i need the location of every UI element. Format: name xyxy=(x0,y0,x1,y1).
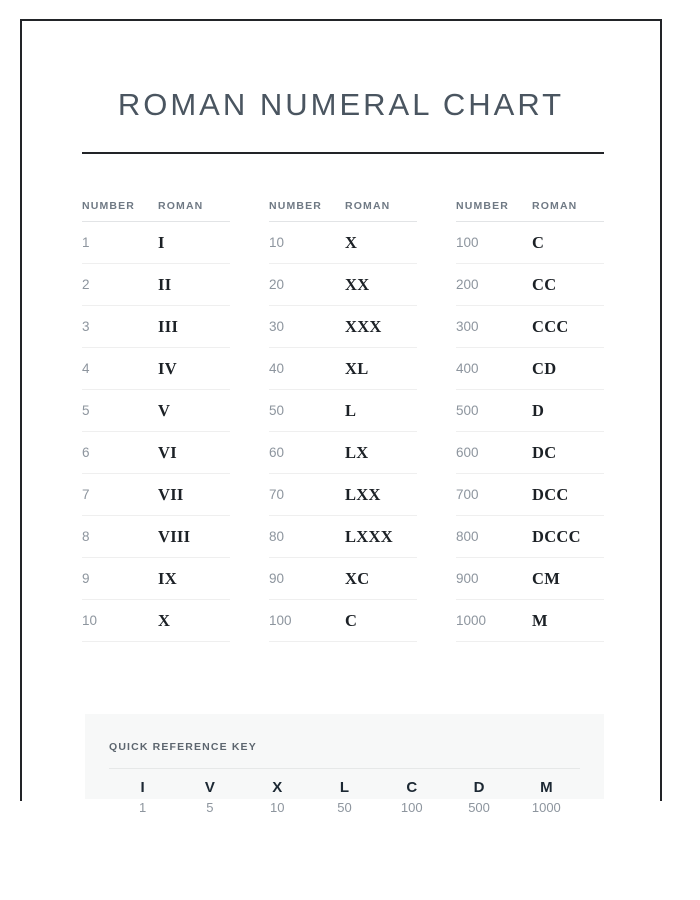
table-row xyxy=(456,432,604,474)
cell-number: 300 xyxy=(456,319,479,334)
table-row xyxy=(456,558,604,600)
table-row xyxy=(456,516,604,558)
column-header-roman: ROMAN xyxy=(345,200,391,212)
cell-number: 5 xyxy=(82,403,90,418)
cell-roman: CD xyxy=(532,358,557,378)
quick-reference-divider xyxy=(109,768,580,769)
cell-roman: DC xyxy=(532,442,557,462)
numeral-table-hundreds xyxy=(456,200,604,642)
column-header-number: NUMBER xyxy=(456,200,509,212)
cell-roman: L xyxy=(345,400,357,420)
cell-roman: XXX xyxy=(345,316,382,336)
table-row xyxy=(82,390,230,432)
quick-reference-symbol: C xyxy=(406,779,418,796)
cell-roman: C xyxy=(345,610,358,630)
table-row xyxy=(269,558,417,600)
cell-roman: X xyxy=(158,610,171,630)
quick-reference-symbol: M xyxy=(540,779,553,796)
table-row xyxy=(82,348,230,390)
cell-number: 700 xyxy=(456,487,479,502)
cell-number: 4 xyxy=(82,361,90,376)
cell-roman: V xyxy=(158,400,171,420)
table-row xyxy=(456,390,604,432)
cell-roman: VI xyxy=(158,442,177,462)
cell-number: 7 xyxy=(82,487,90,502)
cell-number: 80 xyxy=(269,529,285,544)
cell-number: 40 xyxy=(269,361,285,376)
column-header-roman: ROMAN xyxy=(532,200,578,212)
table-row xyxy=(82,474,230,516)
cell-number: 8 xyxy=(82,529,90,544)
cell-roman: II xyxy=(158,274,172,294)
numeral-table-ones xyxy=(82,200,230,642)
column-header-number: NUMBER xyxy=(269,200,322,212)
table-row xyxy=(269,264,417,306)
cell-number: 600 xyxy=(456,445,479,460)
table-row xyxy=(82,222,230,264)
cell-roman: M xyxy=(532,610,548,630)
cell-roman: D xyxy=(532,400,545,420)
cell-number: 100 xyxy=(456,235,479,250)
quick-reference-value: 100 xyxy=(400,800,423,815)
table-row xyxy=(456,264,604,306)
table-row xyxy=(269,516,417,558)
table-row xyxy=(82,264,230,306)
quick-reference-value: 50 xyxy=(337,800,352,815)
table-row xyxy=(82,306,230,348)
table-row xyxy=(456,222,604,264)
quick-reference-value: 1 xyxy=(139,800,147,815)
cell-number: 70 xyxy=(269,487,285,502)
cell-number: 9 xyxy=(82,571,90,586)
cell-roman: CC xyxy=(532,274,557,294)
quick-reference-entry xyxy=(513,777,580,818)
table-row xyxy=(269,432,417,474)
table-row xyxy=(456,348,604,390)
cell-roman: I xyxy=(158,232,165,252)
cell-roman: LXX xyxy=(345,484,381,504)
cell-number: 1 xyxy=(82,235,90,250)
quick-reference-entry xyxy=(378,777,445,818)
cell-roman: IV xyxy=(158,358,177,378)
cell-number: 500 xyxy=(456,403,479,418)
cell-roman: III xyxy=(158,316,179,336)
table-row xyxy=(269,600,417,642)
quick-reference-value: 10 xyxy=(269,800,285,815)
table-row xyxy=(269,390,417,432)
table-header-row xyxy=(269,200,417,222)
cell-roman: CM xyxy=(532,568,561,588)
cell-roman: X xyxy=(345,232,358,252)
quick-reference-symbol: V xyxy=(204,779,215,796)
cell-number: 1000 xyxy=(456,613,487,628)
table-row xyxy=(82,432,230,474)
cell-number: 200 xyxy=(456,277,479,292)
table-row xyxy=(82,600,230,642)
cell-number: 900 xyxy=(456,571,479,586)
quick-reference-value: 500 xyxy=(468,800,490,815)
cell-number: 400 xyxy=(456,361,479,376)
page-title: ROMAN NUMERAL CHART xyxy=(117,87,565,122)
cell-roman: DCC xyxy=(532,484,569,504)
cell-roman: C xyxy=(532,232,545,252)
cell-number: 800 xyxy=(456,529,479,544)
quick-reference-entry xyxy=(244,777,311,818)
quick-reference-entry xyxy=(445,777,512,818)
cell-number: 90 xyxy=(269,571,285,586)
cell-roman: CCC xyxy=(532,316,569,336)
cell-roman: LX xyxy=(345,442,369,462)
table-row xyxy=(456,600,604,642)
cell-roman: XL xyxy=(345,358,369,378)
cell-roman: DCCC xyxy=(532,526,581,546)
quick-reference-entry xyxy=(176,777,243,818)
column-header-roman: ROMAN xyxy=(158,200,204,212)
table-row xyxy=(456,306,604,348)
table-header-row xyxy=(82,200,230,222)
quick-reference-title: QUICK REFERENCE KEY xyxy=(109,741,257,753)
quick-reference-entry xyxy=(109,777,176,818)
chart-page-sheet xyxy=(20,19,662,815)
cell-number: 2 xyxy=(82,277,90,292)
cell-roman: LXXX xyxy=(345,526,393,546)
cell-roman: XX xyxy=(345,274,370,294)
quick-reference-symbol: X xyxy=(272,779,283,796)
table-row xyxy=(269,474,417,516)
table-row xyxy=(82,516,230,558)
quick-reference-value: 1000 xyxy=(531,800,561,815)
quick-reference-symbol: L xyxy=(339,779,350,796)
quick-reference-grid xyxy=(109,777,580,818)
column-header-number: NUMBER xyxy=(82,200,135,212)
cell-number: 3 xyxy=(82,319,90,334)
numeral-tables-container xyxy=(82,200,604,642)
cell-roman: VIII xyxy=(158,526,191,546)
quick-reference-symbol: D xyxy=(473,779,485,796)
cell-number: 6 xyxy=(82,445,90,460)
table-row xyxy=(82,558,230,600)
table-row xyxy=(456,474,604,516)
quick-reference-symbol: I xyxy=(140,779,145,796)
cell-number: 10 xyxy=(269,235,285,250)
quick-reference-value: 5 xyxy=(206,800,214,815)
quick-reference-panel xyxy=(85,714,604,815)
cell-number: 20 xyxy=(269,277,285,292)
cell-number: 30 xyxy=(269,319,285,334)
table-row xyxy=(269,222,417,264)
cell-roman: VII xyxy=(158,484,184,504)
cell-number: 10 xyxy=(82,613,98,628)
title-divider-rule xyxy=(82,152,604,154)
table-row xyxy=(269,306,417,348)
numeral-table-tens xyxy=(269,200,417,642)
table-header-row xyxy=(456,200,604,222)
cell-roman: IX xyxy=(158,568,177,588)
cell-number: 50 xyxy=(269,403,285,418)
cell-roman: XC xyxy=(345,568,370,588)
cell-number: 60 xyxy=(269,445,285,460)
cell-number: 100 xyxy=(269,613,292,628)
table-row xyxy=(269,348,417,390)
quick-reference-entry xyxy=(311,777,378,818)
